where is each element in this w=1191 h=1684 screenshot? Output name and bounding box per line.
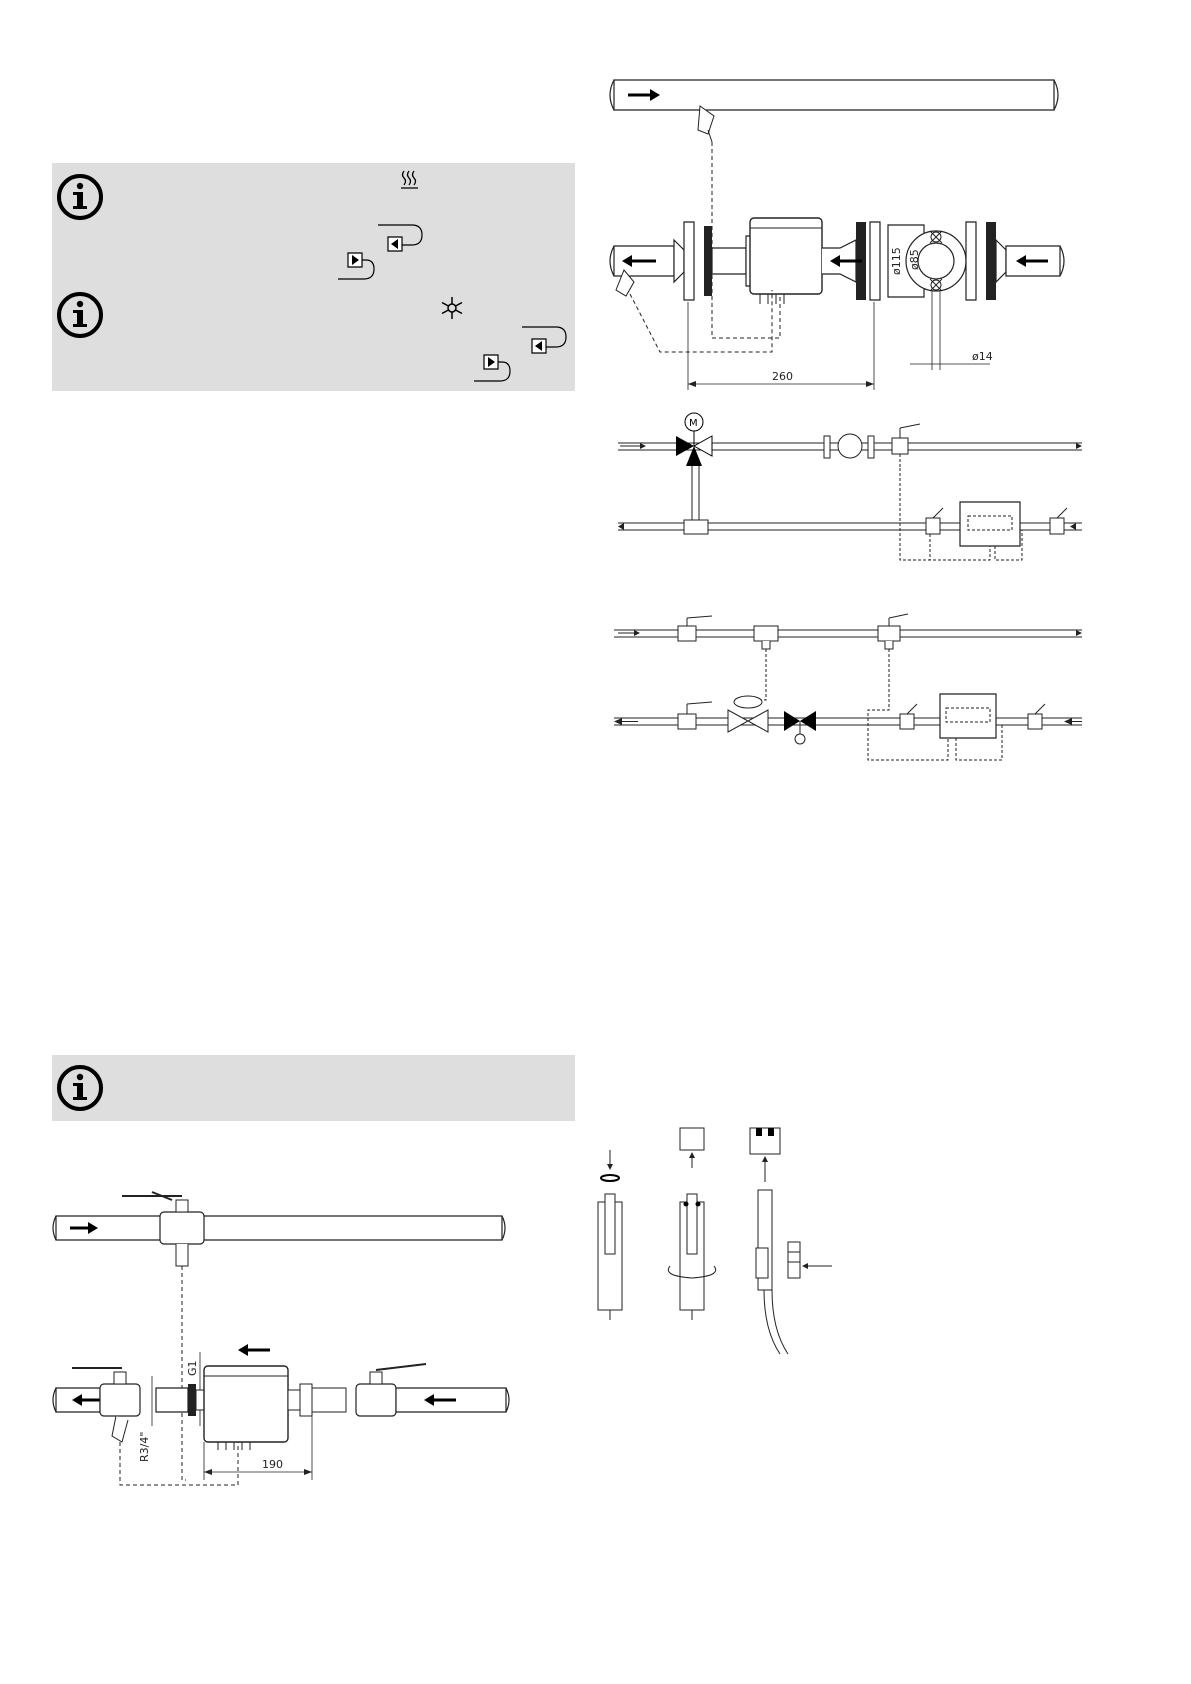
info-icon <box>56 173 104 221</box>
motor-label: M <box>689 418 698 429</box>
flow-arrow-icon <box>620 443 646 449</box>
balancing-valve <box>728 696 768 732</box>
pipe-forward <box>53 1216 505 1240</box>
ball-valve <box>878 614 908 649</box>
ball-valve <box>892 424 920 468</box>
figure-flange-installation <box>600 70 1100 410</box>
info-icon <box>56 291 104 339</box>
figure-motor-valve-schematic <box>610 410 1090 580</box>
flow-arrow-icon <box>614 718 638 725</box>
flow-arrow-icon <box>1070 523 1076 530</box>
motor-valve <box>676 413 712 466</box>
ball-valve <box>1050 508 1067 534</box>
pipe-forward <box>610 80 1058 110</box>
snowflake-icon <box>440 296 464 320</box>
info-box-heating-cooling <box>52 163 575 391</box>
info-icon <box>56 1064 104 1112</box>
circulation-pump <box>824 434 874 458</box>
dim-g1: G1 <box>186 1360 199 1376</box>
dim-outer-diameter: ø115 <box>890 247 903 275</box>
dim-length-190: 190 <box>262 1458 283 1471</box>
step-2-insert <box>668 1128 715 1320</box>
forward-flow-sensor-icon <box>472 353 528 387</box>
shutoff-valve <box>784 711 816 744</box>
ball-valve <box>926 508 943 534</box>
step-3-screw <box>750 1128 832 1354</box>
dim-bolt-circle: ø85 <box>908 249 921 270</box>
forward-flow-sensor-icon <box>336 251 392 285</box>
heat-meter <box>940 694 996 738</box>
figure-valve-schematic <box>608 610 1088 785</box>
flow-arrow-icon <box>618 630 640 636</box>
tee-fitting <box>754 626 778 649</box>
flow-arrow-icon <box>618 523 624 530</box>
step-1-o-ring <box>598 1150 622 1320</box>
flow-arrow-icon <box>1076 443 1082 449</box>
info-box-installation <box>52 1055 575 1121</box>
dim-hole-14: ø14 <box>972 350 993 363</box>
flow-arrow-icon <box>1064 718 1082 725</box>
heat-meter <box>196 1366 288 1450</box>
ball-valve <box>900 704 917 729</box>
ball-valve <box>1028 704 1045 729</box>
figure-threaded-installation <box>52 1180 512 1530</box>
heat-meter <box>746 218 822 304</box>
heating-symbol-icon <box>400 169 420 191</box>
dim-length-260: 260 <box>772 370 793 383</box>
flow-arrow-icon <box>1076 630 1082 636</box>
return-flow-sensor-icon <box>370 221 426 255</box>
figure-sensor-assembly-steps <box>596 1120 856 1360</box>
flow-arrow-icon <box>238 1344 270 1356</box>
return-flow-sensor-icon <box>514 323 570 357</box>
heat-meter <box>960 502 1020 546</box>
temperature-sensor <box>698 106 714 142</box>
dim-r34: R3/4" <box>138 1431 151 1462</box>
